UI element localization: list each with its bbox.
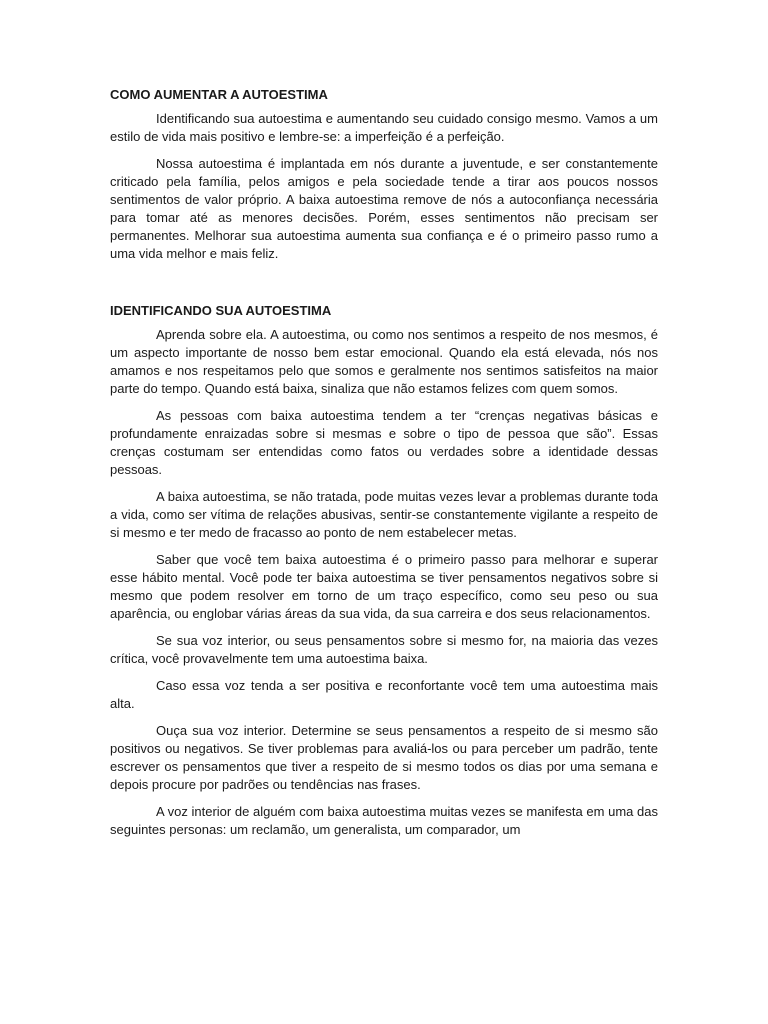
paragraph: Aprenda sobre ela. A autoestima, ou como nos sentimos a respeito de nos mesmos, é um aspecto importante de nosso bem estar emocional. Quando ela está elevada, nós nos amamos e nos respeitamos pelo que somos e geralmente nos sentimos satisfeitos na maior parte do tempo. Quando está baixa, sinaliza que não estamos felizes com quem somos.: [110, 327, 658, 396]
paragraph: Se sua voz interior, ou seus pensamentos sobre si mesmo for, na maioria das vezes crítica, você provavelmente tem uma autoestima baixa.: [110, 633, 658, 666]
paragraph: As pessoas com baixa autoestima tendem a ter “crenças negativas básicas e profundamente enraizadas sobre si mesmas e sobre o tipo de pessoa que são”. Essas crenças costumam ser entendidas como fatos ou verdades sobre a identidade dessas pessoas.: [110, 408, 658, 477]
section-spacer: [110, 272, 658, 302]
paragraph: Nossa autoestima é implantada em nós durante a juventude, e ser constantemente criticado pela família, pelos amigos e pela sociedade tende a tirar aos poucos nossos sentimentos de valor próprio. A baixa autoestima remove de nós a autoconfiança necessária para tomar até as menores decisões. Porém, esses sentimentos não precisam ser permanentes. Melhorar sua autoestima aumenta sua confiança e é o primeiro passo rumo a uma vida melhor e mais feliz.: [110, 156, 658, 261]
section-heading-identificando: IDENTIFICANDO SUA AUTOESTIMA: [110, 303, 332, 318]
paragraph: Ouça sua voz interior. Determine se seus pensamentos a respeito de si mesmo são positivos ou negativos. Se tiver problemas para avaliá-los ou para perceber um padrão, tente escrever os pensamentos que tiver a respeito de si mesmo todos os dias por uma semana e depois procure por padrões ou tendências nas frases.: [110, 723, 658, 792]
paragraph: A voz interior de alguém com baixa autoestima muitas vezes se manifesta em uma das seguintes personas: um reclamão, um generalista, um comparador, um: [110, 804, 658, 837]
paragraph: Saber que você tem baixa autoestima é o primeiro passo para melhorar e superar esse hábito mental. Você pode ter baixa autoestima se tiver pensamentos negativos sobre si mesmo que podem resolver em torno de um traço específico, como seu peso ou sua aparência, ou englobar várias áreas da sua vida, da sua carreira e dos seus relacionamentos.: [110, 552, 658, 621]
paragraph: Identificando sua autoestima e aumentando seu cuidado consigo mesmo. Vamos a um estilo de vida mais positivo e lembre-se: a imperfeição é a perfeição.: [110, 111, 658, 144]
section-heading-como-aumentar: COMO AUMENTAR A AUTOESTIMA: [110, 87, 328, 102]
paragraph: Caso essa voz tenda a ser positiva e reconfortante você tem uma autoestima mais alta.: [110, 678, 658, 711]
document-page: [110, 86, 658, 848]
paragraph: A baixa autoestima, se não tratada, pode muitas vezes levar a problemas durante toda a vida, como ser vítima de relações abusivas, sentir-se constantemente vigilante a respeito de si mesmo e ter medo de fracasso ao ponto de nem estabelecer metas.: [110, 489, 658, 540]
